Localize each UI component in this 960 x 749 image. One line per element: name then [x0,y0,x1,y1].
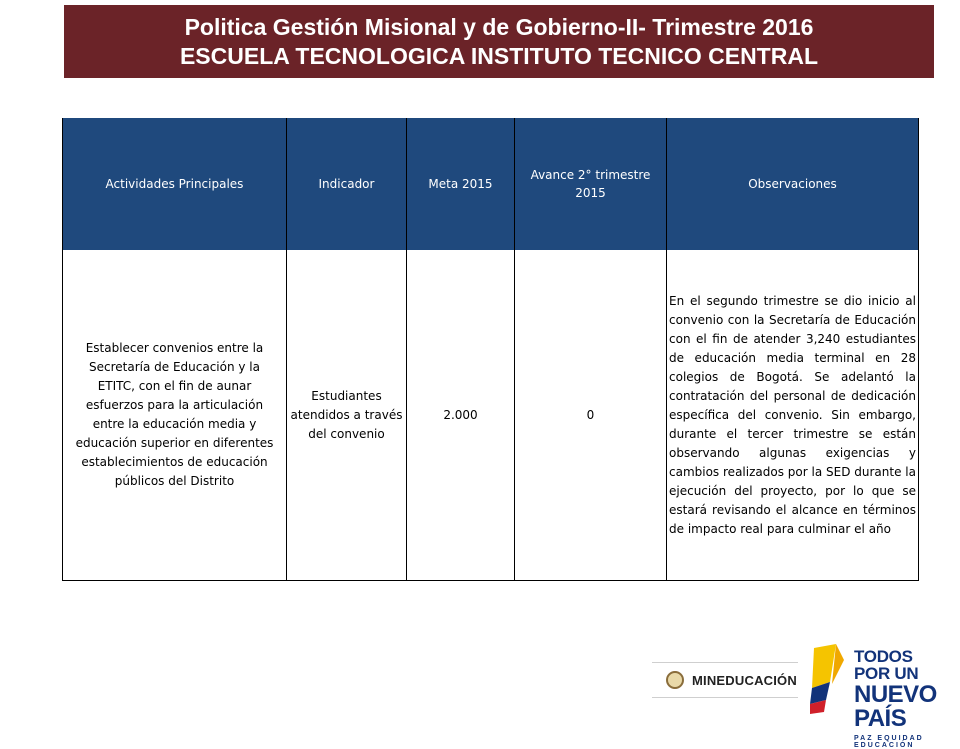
page-subtitle: ESCUELA TECNOLOGICA INSTITUTO TECNICO CENTRAL [179,42,819,69]
slogan-line2: NUEVO PAÍS [854,681,937,732]
cell-avance: 0 [515,250,667,581]
todos-por-un-nuevo-pais-logo [810,642,952,749]
cell-meta: 2.000 [407,250,515,581]
cell-indicador: Estudiantes atendidos a través del convenio [287,250,407,581]
footer-logos [652,640,952,749]
cell-actividad: Establecer convenios entre la Secretaría de Educación y la ETITC, con el fin de aunar esfuerzos para la articulación entre la educación media y educación superior en diferentes establecimientos de educación públicos del Distrito [63,250,287,581]
flag-swoosh-icon [810,642,854,714]
table-row [63,250,919,581]
cell-observaciones: En el segundo trimestre se dio inicio al convenio con la Secretaría de Educación con el fin de atender 3,240 estudiantes de educación media terminal en 28 colegios de Bogotá. Se adelantó la contratación del personal de dedicación específica del convenio. Sin embargo, durante el tercer trimestre se están observando algunas exigencias y cambios realizados por la SED durante la ejecución del proyecto, por lo que se estará revisando el alcance en términos de impacto real para culminar el año [667,250,919,581]
slogan-line3: PAZ EQUIDAD EDUCACIÓN [854,735,924,749]
column-header-meta: Meta 2015 [407,118,515,250]
column-header-actividades: Actividades Principales [63,118,287,250]
slogan-line1: TODOS POR UN [854,647,919,683]
column-header-indicador: Indicador [287,118,407,250]
table-header-row [63,118,919,250]
page-title: Politica Gestión Misional y de Gobierno-II- Trimestre 2016 [184,13,814,40]
colombia-seal-icon [666,671,684,689]
column-header-observaciones: Observaciones [667,118,919,250]
mineducacion-logo [652,662,798,698]
activities-table [62,118,919,581]
column-header-avance: Avance 2° trimestre 2015 [515,118,667,250]
title-banner [64,5,934,78]
mineducacion-logo-text: MINEDUCACIÓN [692,672,797,688]
